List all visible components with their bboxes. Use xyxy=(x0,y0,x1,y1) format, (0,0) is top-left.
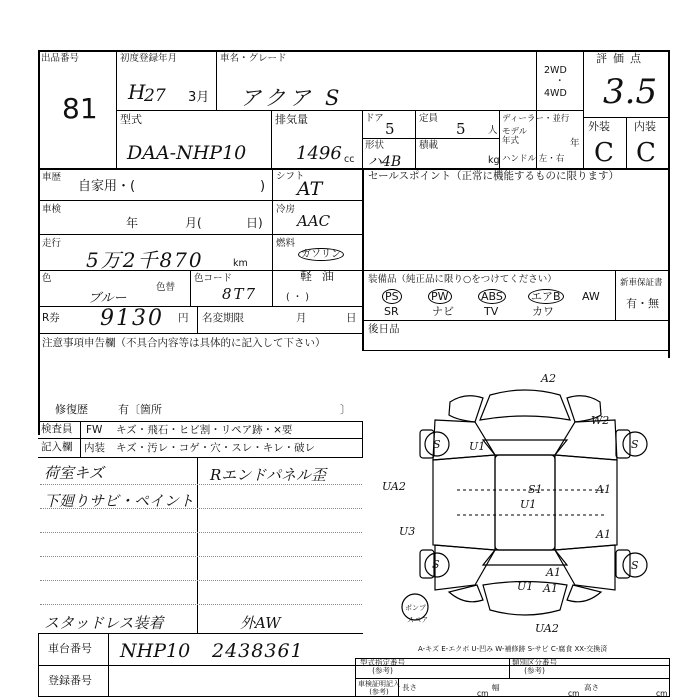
color-code-label: 色コード xyxy=(194,273,233,284)
damage-legend: A-キズ E-エクボ U-凹み W-補修跡 S-サビ C-腐食 XX-交換済 xyxy=(418,645,608,653)
inspection-month: 月( xyxy=(185,216,202,230)
chassis-number: 2438361 xyxy=(212,640,304,662)
first-registration-year: 27 xyxy=(144,86,166,106)
name-change-label: 名変期限 xyxy=(202,312,244,324)
diag-s-right-front: S xyxy=(631,438,639,451)
remark-left-1: 荷室キズ xyxy=(44,464,104,482)
first-registration-label: 初度登録年月 xyxy=(120,53,178,64)
year-label: 年 xyxy=(570,138,580,149)
diag-a1-rear-2: A1 xyxy=(543,582,558,595)
notes-label: 注意事項申告欄（不具合内容等は具体的に記入して下さい） xyxy=(42,337,326,349)
repair-label: 修復歴 xyxy=(55,403,88,416)
equip-sr: SR xyxy=(384,305,399,318)
diag-s1: S1 xyxy=(528,483,543,496)
color-label: 色 xyxy=(42,273,52,284)
interior-check-label: 内装 xyxy=(84,442,105,454)
ac-label: 冷房 xyxy=(276,204,296,215)
equip-abs: ABS xyxy=(478,289,506,304)
displacement-value: 1496 xyxy=(296,143,342,164)
capacity-unit: 人 xyxy=(488,125,498,136)
equip-airbag: エアB xyxy=(528,289,564,304)
length-unit: cm xyxy=(477,689,489,698)
after-items-label: 後日品 xyxy=(368,323,400,335)
displacement-label: 排気量 xyxy=(275,113,308,126)
capacity-value: 5 xyxy=(456,120,466,138)
name-change-day: 日 xyxy=(346,312,357,324)
width-unit: cm xyxy=(568,689,580,698)
sales-point-label: セールスポイント（正常に機能するものに限ります） xyxy=(368,170,620,182)
length-label: 長さ xyxy=(402,683,417,692)
drive-separator: ・ xyxy=(555,76,565,87)
model-label: 型式 xyxy=(120,113,142,126)
cert-label: 車検証明記入 (参考) xyxy=(358,680,400,696)
inspection-label: 車検 xyxy=(42,204,62,215)
interior-check-items: キズ・汚レ・コゲ・穴・スレ・キレ・破レ xyxy=(116,442,316,454)
diag-a1-right-1: A1 xyxy=(596,483,611,496)
doors-value: 5 xyxy=(385,120,395,138)
model-value: DAA-NHP10 xyxy=(127,142,247,164)
model-year-label: モデル 年式 xyxy=(502,127,528,146)
color-value: ブルー xyxy=(88,291,127,306)
name-change-month: 月 xyxy=(296,312,307,324)
diag-ua2-bottom: UA2 xyxy=(535,622,559,635)
diag-s-left-front: S xyxy=(433,438,441,451)
warranty-label: 新車保証書 xyxy=(620,278,663,288)
diag-a1-rear: A1 xyxy=(546,566,561,579)
exterior-grade: C xyxy=(594,138,614,168)
equip-pw: PW xyxy=(428,289,452,304)
mileage-value: 5万2千870 xyxy=(86,248,204,272)
fuel-paren: ( ・ ) xyxy=(286,292,309,303)
shape-label: 形状 xyxy=(365,140,385,151)
handle-label: ハンドル 左・右 xyxy=(502,154,565,164)
equip-ps: PS xyxy=(382,289,402,304)
car-name-value: アクア S xyxy=(240,86,344,110)
diag-u1-roof: U1 xyxy=(520,498,537,511)
diag-pump-label: ポンプ xyxy=(405,604,426,612)
inspection-year: 年 xyxy=(126,216,139,230)
fuel-gasoline: ガソリン xyxy=(298,248,344,261)
diag-s-right-rear: S xyxy=(631,559,639,572)
capacity-label: 定員 xyxy=(419,113,439,124)
diag-u1-rear: U1 xyxy=(517,580,534,593)
diag-spare-label: スペア xyxy=(407,616,428,624)
diag-a1-right-2: A1 xyxy=(596,528,611,541)
fw-label: FW xyxy=(86,424,103,436)
type-spec-label: 型式指定番号 (参考) xyxy=(360,658,405,675)
equip-leather: カワ xyxy=(532,305,554,318)
repair-value: 有〔箇所 xyxy=(118,403,162,416)
equip-navi: ナビ xyxy=(432,305,454,318)
displacement-unit: cc xyxy=(344,154,355,165)
interior-grade: C xyxy=(636,138,656,168)
diag-a2-top: A2 xyxy=(541,372,556,385)
inspection-day: 日) xyxy=(246,216,263,230)
repair-close: 〕 xyxy=(340,403,351,416)
height-unit: cm xyxy=(656,689,668,698)
first-registration-era: H xyxy=(128,80,146,104)
color-change-label: 色替 xyxy=(156,282,176,293)
evaluation-label: 評価点 xyxy=(596,52,647,65)
width-label: 幅 xyxy=(492,683,500,692)
first-registration-month: 3月 xyxy=(188,90,210,105)
mileage-unit: km xyxy=(233,258,248,269)
equip-tv: TV xyxy=(484,305,499,318)
fuel-diesel: 軽 油 xyxy=(300,269,337,283)
history-close: ) xyxy=(260,179,266,194)
chassis-model: NHP10 xyxy=(120,640,191,662)
fw-items: キズ・飛石・ヒビ割・リペア跡・×要 xyxy=(116,424,293,436)
recycle-label: R券 xyxy=(42,312,60,324)
remark-left-bottom: スタッドレス装着 xyxy=(44,614,164,632)
car-damage-diagram xyxy=(365,360,670,640)
recycle-unit: 円 xyxy=(178,312,189,324)
diag-u1-front: U1 xyxy=(469,440,486,453)
remark-left-2: 下廻りサビ・ペイント xyxy=(44,492,195,510)
drive-2wd: 2WD xyxy=(544,65,567,76)
shift-value: AT xyxy=(297,178,323,200)
equipment-label: 装備品（純正品に限り○をつけてください） xyxy=(368,274,557,285)
history-label: 車歴 xyxy=(42,172,62,183)
color-code-value: 8T7 xyxy=(222,285,258,303)
dealer-label: ディーラー・並行 xyxy=(502,114,570,124)
registration-label: 登録番号 xyxy=(48,674,92,687)
ac-value: AAC xyxy=(297,212,331,230)
height-label: 高さ xyxy=(584,683,599,692)
remark-right-1: Rエンドパネル歪 xyxy=(210,466,326,484)
remark-right-bottom: 外AW xyxy=(240,614,281,632)
mileage-label: 走行 xyxy=(42,238,62,249)
load-label: 積載 xyxy=(419,140,439,151)
exterior-label: 外装 xyxy=(588,120,610,133)
interior-label: 内装 xyxy=(634,120,656,133)
load-unit: kg xyxy=(488,155,500,166)
fuel-label: 燃料 xyxy=(276,238,296,249)
equip-aw: AW xyxy=(582,290,600,303)
history-value: 自家用・( xyxy=(78,179,136,194)
lot-number: 81 xyxy=(62,92,98,125)
inspector-label-1: 検査員 xyxy=(41,423,73,435)
shift-label: シフト xyxy=(276,171,305,182)
shape-value: ハ4B xyxy=(368,154,402,170)
inspector-label-2: 記入欄 xyxy=(41,441,73,453)
diag-w2: W2 xyxy=(591,414,610,427)
lot-label: 出品番号 xyxy=(41,53,80,64)
diag-ua2-left: UA2 xyxy=(382,480,406,493)
diag-u3: U3 xyxy=(399,525,416,538)
doors-label: ドア xyxy=(365,113,384,124)
chassis-label: 車台番号 xyxy=(48,642,92,655)
recycle-value: 9130 xyxy=(100,306,164,331)
class-number-label: 類別区分番号 (参考) xyxy=(512,658,557,675)
warranty-value: 有・無 xyxy=(626,297,659,310)
diag-s-left-rear: S xyxy=(432,558,440,571)
car-name-label: 車名・グレード xyxy=(220,53,287,64)
evaluation-score: 3.5 xyxy=(603,72,658,112)
drive-4wd: 4WD xyxy=(544,88,567,99)
